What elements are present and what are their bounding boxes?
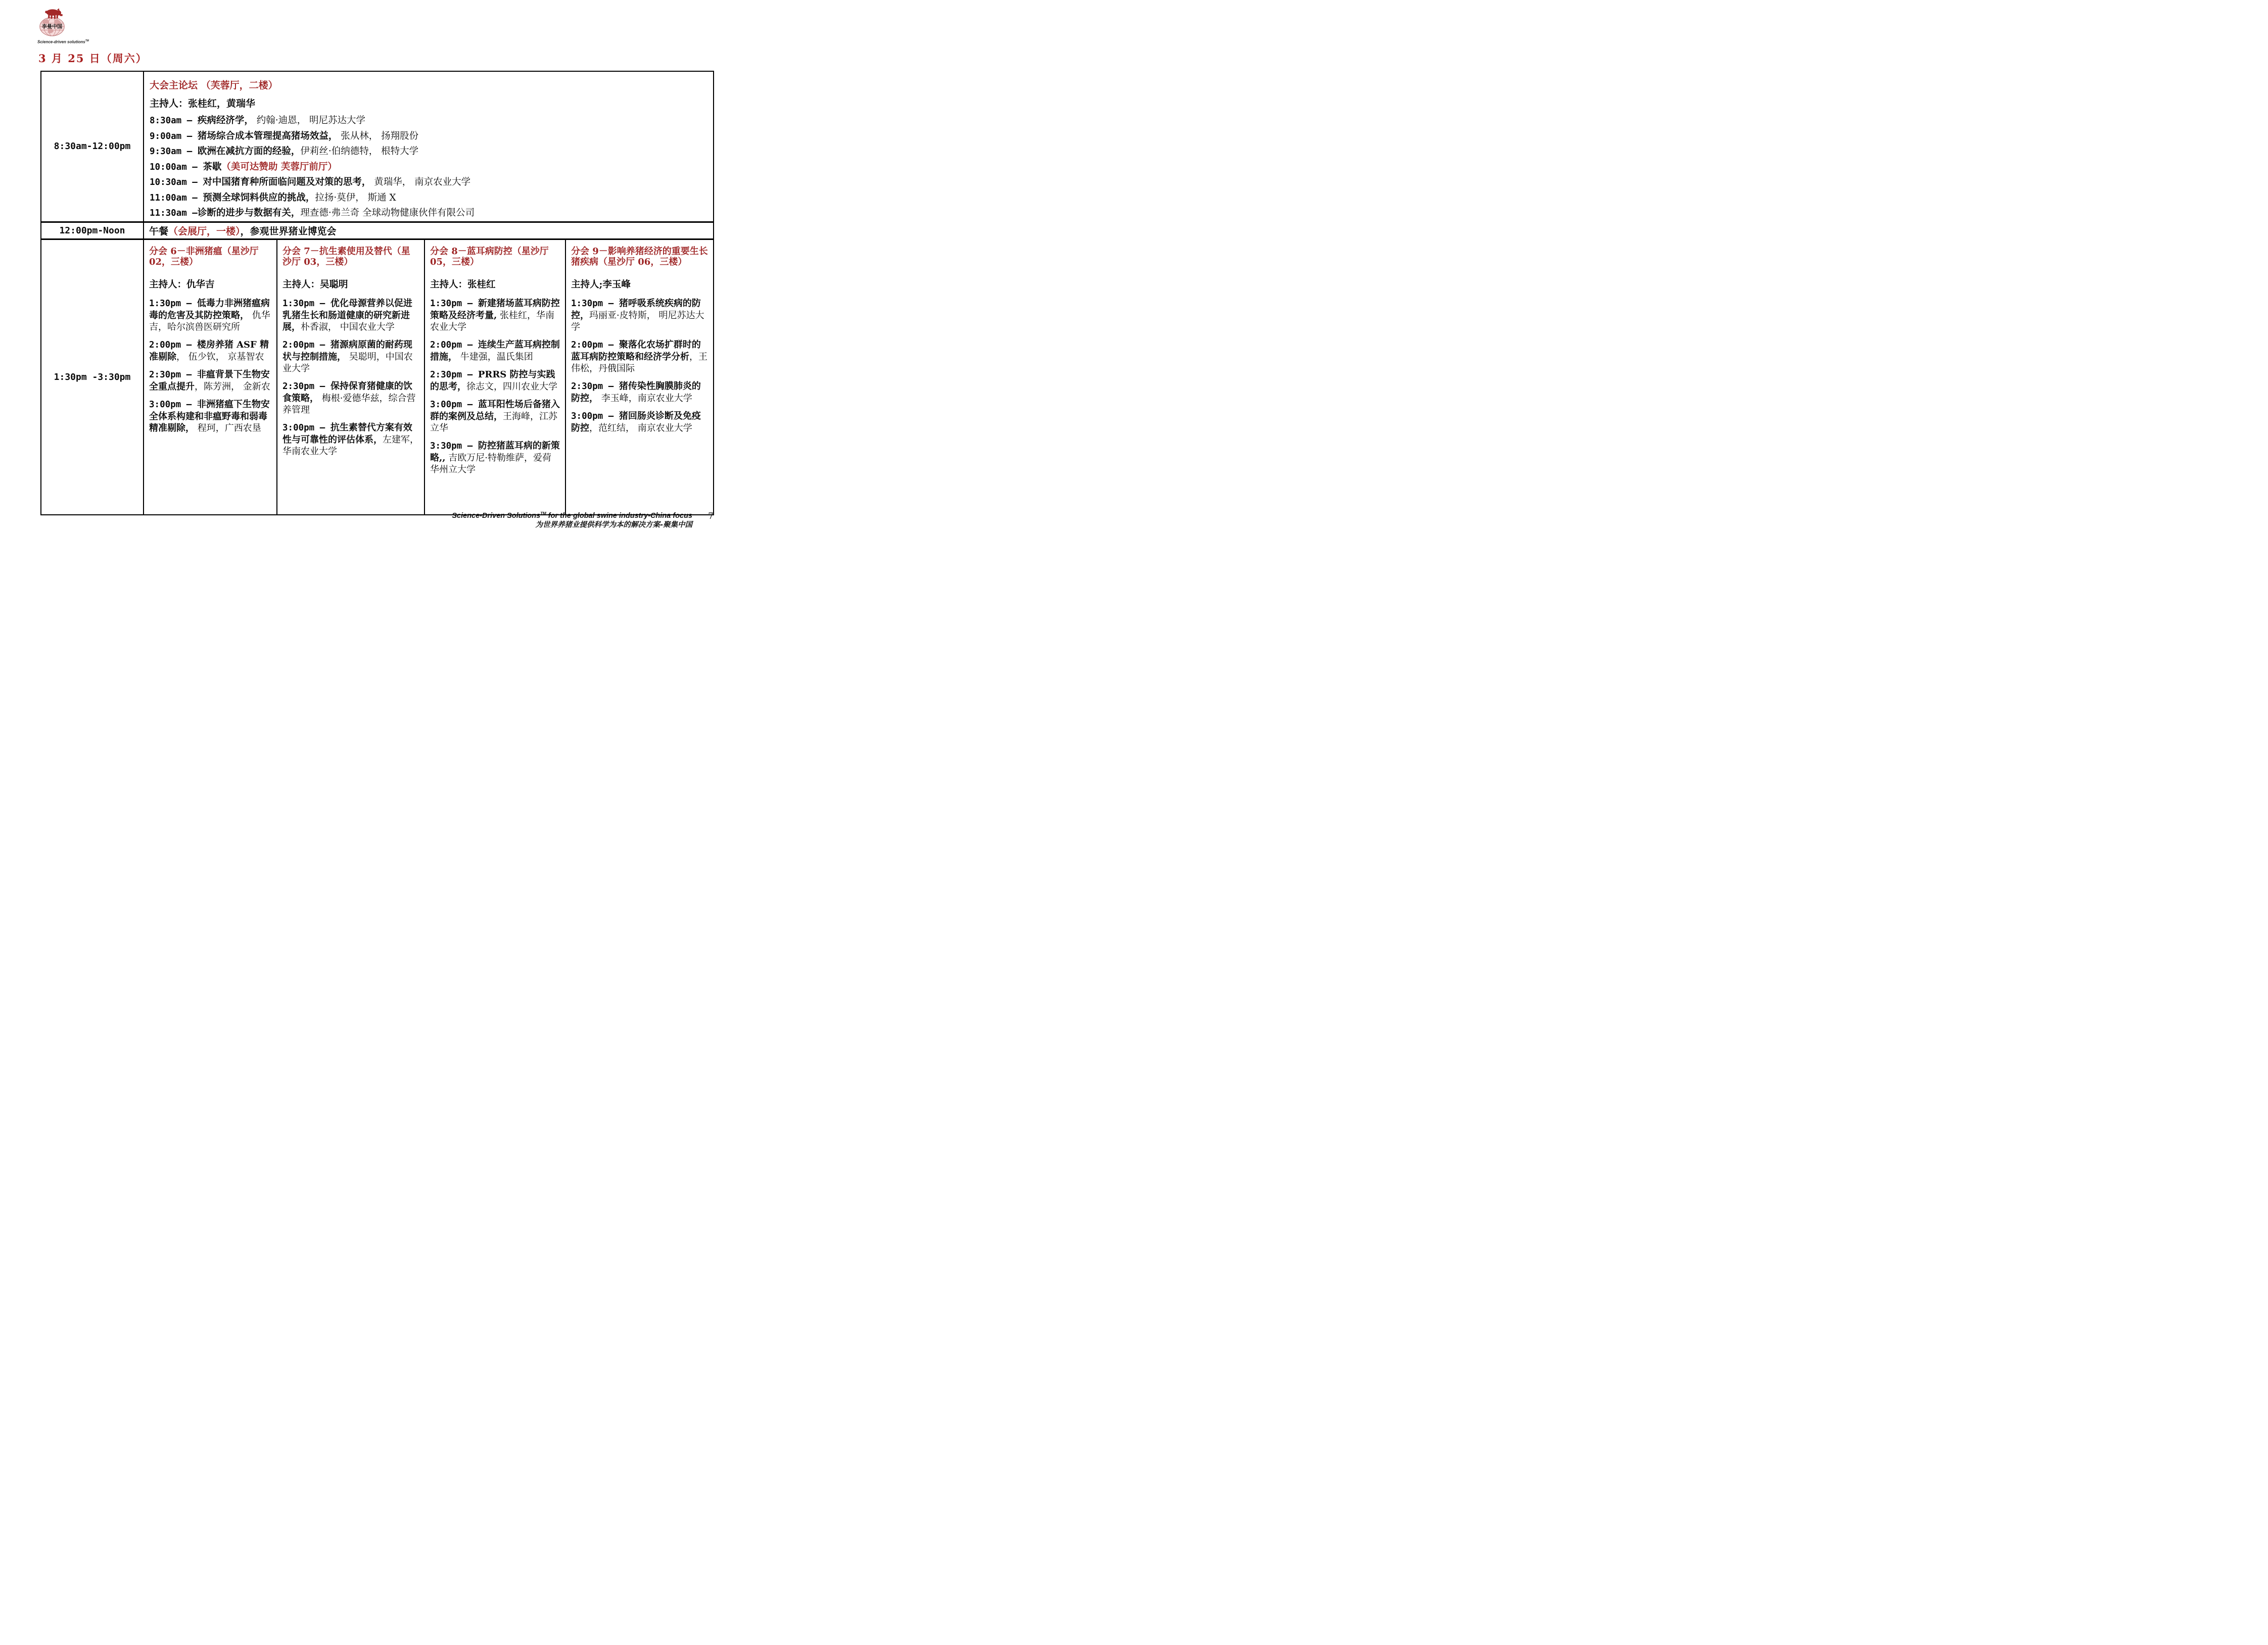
item-time: 3:00pm – <box>282 422 330 433</box>
agenda-speaker: 黄瑞华， 南京农业大学 <box>371 177 471 187</box>
item-title: 新建猪场蓝耳病防控策略及经济考量, <box>430 298 560 321</box>
item-time: 2:00pm – <box>571 340 619 350</box>
item-speaker: 牛建强，温氏集团 <box>457 351 533 362</box>
item-speaker: 徐志文，四川农业大学 <box>466 381 557 392</box>
item-time: 1:30pm – <box>430 298 478 309</box>
item-title: 猪源病原菌的耐药现状与控制措施， <box>282 339 412 362</box>
item-speaker: 程珂，广西农垦 <box>195 422 261 433</box>
logo-brand-text: 李曼中国 <box>41 24 63 30</box>
pig-globe-logo-icon <box>37 6 67 37</box>
item-speaker: 李玉峰，南京农业大学 <box>598 393 692 404</box>
item-time: 3:00pm – <box>571 411 619 421</box>
item-title: 聚落化农场扩群时的蓝耳病防控策略和经济学分析 <box>571 339 701 362</box>
lunch-location-red: （会展厅，一楼） <box>168 225 241 237</box>
logo-tagline-text: Science-driven solutions <box>37 39 85 44</box>
item-title: 猪回肠炎诊断及免疫防控 <box>571 410 701 433</box>
forum-moderator: 主持人：张桂红，黄瑞华 <box>150 98 256 109</box>
item-speaker: 左建军，华南农业大学 <box>282 434 419 457</box>
item-time: 2:30pm – <box>282 381 330 392</box>
agenda-item <box>150 144 706 160</box>
time-cell-lunch: 12:00pm-Noon <box>41 222 144 239</box>
session-item <box>430 440 560 475</box>
footer-line-cn: 为世界养猪业提供科学为本的解决方案-聚集中国 <box>535 520 692 529</box>
item-time: 2:30pm – <box>430 369 478 380</box>
item-speaker: ，王伟松，丹俄国际 <box>571 351 707 374</box>
agenda-speaker: 张从林， 扬翔股份 <box>338 130 419 141</box>
morning-forum-cell <box>144 71 714 222</box>
item-time: 3:00pm – <box>149 399 197 410</box>
lunch-extra: ，参观世界猪业博览会 <box>240 225 337 237</box>
item-title: 非瘟背景下生物安全重点提升 <box>149 369 270 392</box>
agenda-item <box>150 160 706 175</box>
item-time: 3:30pm – <box>430 441 478 451</box>
logo-tm-mark: TM <box>85 39 89 42</box>
agenda-speaker: 拉扬·莫伊， 斯通 X <box>315 192 396 203</box>
agenda-item <box>150 206 706 221</box>
item-title: 低毒力非洲猪瘟病毒的危害及其防控策略， <box>149 298 270 321</box>
item-title: 连续生产蓝耳病控制措施， <box>430 339 560 362</box>
schedule-table <box>40 71 714 515</box>
item-title: 防控猪蓝耳病的新策略,, <box>430 440 560 463</box>
lunch-label: 午餐 <box>149 225 169 237</box>
row-afternoon-sessions <box>41 239 714 515</box>
item-speaker: 吉欧万尼·特勒维萨，爱荷华州立大学 <box>430 452 551 475</box>
session-item <box>571 339 708 374</box>
footer-en-post: for the global swine industry-China focus <box>546 511 692 520</box>
item-speaker: 梅根·爱德华兹，综合营养管理 <box>282 393 416 415</box>
session-title: 分会 7－抗生素使用及替代（星沙厅 03，三楼） <box>282 246 410 267</box>
date-title: 3 月 25 日（周六） <box>38 52 148 65</box>
agenda-title: 猪场综合成本管理提高猪场效益， <box>197 130 338 141</box>
session-moderator: 主持人;李玉峰 <box>571 279 631 290</box>
item-title: 保持保育猪健康的饮食策略， <box>282 380 412 404</box>
session-item <box>282 380 419 416</box>
session-item <box>571 410 708 434</box>
session-moderator: 主持人：吴聪明 <box>282 279 348 290</box>
agenda-title: 茶歇 <box>203 161 222 172</box>
item-time: 2:30pm – <box>149 369 197 380</box>
session-8-cell <box>424 239 565 515</box>
item-title: 非洲猪瘟下生物安全体系构建和非瘟野毒和弱毒精准剔除， <box>149 399 270 433</box>
agenda-title: 对中国猪育种所面临问题及对策的思考， <box>203 177 371 187</box>
session-item <box>282 339 419 374</box>
agenda-title: 疾病经济学， <box>197 115 254 126</box>
item-speaker: 张桂红，华南农业大学 <box>430 310 555 332</box>
item-speaker: 仇华吉，哈尔滨兽医研究所 <box>149 310 270 332</box>
item-time: 1:30pm – <box>571 298 619 309</box>
time-cell-afternoon: 1:30pm -3:30pm <box>41 239 144 515</box>
item-time: 2:00pm – <box>282 340 330 350</box>
session-item <box>149 298 271 333</box>
session-7-cell <box>277 239 424 515</box>
session-item <box>282 422 419 457</box>
session-9-cell <box>565 239 714 515</box>
item-title: PRRS 防控与实践的思考， <box>430 369 555 392</box>
item-speaker: 玛丽亚·皮特斯， 明尼苏达大学 <box>571 310 704 332</box>
footer <box>452 509 692 529</box>
agenda-note-red: （美可达赞助 芙蓉厅前厅） <box>221 161 337 172</box>
agenda-time: 8:30am – <box>150 116 198 126</box>
agenda-speaker: 理查德·弗兰奇 全球动物健康伙伴有限公司 <box>300 208 475 218</box>
agenda-title: 欧洲在减抗方面的经验， <box>197 146 301 157</box>
item-time: 1:30pm – <box>149 298 197 309</box>
session-title: 分会 9－影响养猪经济的重要生长猪疾病（星沙厅 06，三楼） <box>571 246 708 267</box>
lunch-cell <box>144 222 714 239</box>
session-moderator: 主持人：张桂红 <box>430 279 496 290</box>
agenda-item <box>150 113 706 129</box>
agenda-time: 11:00am – <box>150 192 203 203</box>
session-title: 分会 6－非洲猪瘟（星沙厅 02，三楼） <box>149 246 259 267</box>
footer-tm-mark: TM <box>540 511 546 516</box>
session-item <box>430 298 560 333</box>
agenda-time: 11:30am – <box>150 208 198 218</box>
session-item <box>149 369 271 393</box>
agenda-time: 9:30am – <box>150 147 198 157</box>
row-lunch <box>41 222 714 239</box>
agenda-item <box>150 175 706 190</box>
session-6-cell <box>144 239 277 515</box>
document-page <box>0 0 756 548</box>
agenda-time: 9:00am – <box>150 131 198 141</box>
agenda-time: 10:30am – <box>150 177 203 187</box>
item-time: 2:00pm – <box>430 340 478 350</box>
item-speaker: ，范红结， 南京农业大学 <box>589 422 692 433</box>
forum-title: 大会主论坛 （芙蓉厅，二楼） <box>150 80 278 91</box>
session-item <box>149 399 271 434</box>
session-item <box>430 399 560 434</box>
item-speaker: 吴聪明，中国农业大学 <box>282 351 413 374</box>
session-item <box>149 339 271 363</box>
agenda-title: 诊断的进步与数据有关， <box>197 208 301 218</box>
item-title: 楼房养猪 ASF 精准剔除 <box>149 339 269 362</box>
agenda-item <box>150 129 706 144</box>
brand-logo <box>37 6 113 44</box>
session-item <box>430 339 560 363</box>
item-speaker: 王海峰，江苏立华 <box>430 411 557 433</box>
item-title: 猪传染性胸膜肺炎的防控， <box>571 380 701 404</box>
footer-en-pre: Science-Driven Solutions <box>452 511 541 520</box>
session-item <box>571 298 708 333</box>
time-cell-morning: 8:30am-12:00pm <box>41 71 144 222</box>
item-title: 抗生素替代方案有效性与可靠性的评估体系， <box>282 422 412 445</box>
agenda-speaker: 约翰·迪恩， 明尼苏达大学 <box>253 115 365 126</box>
item-speaker: 朴香淑， 中国农业大学 <box>301 321 395 332</box>
page-number: 7 <box>708 511 714 521</box>
item-time: 2:30pm – <box>571 381 619 392</box>
session-item <box>571 380 708 404</box>
session-item <box>282 298 419 333</box>
session-title: 分会 8－蓝耳病防控（星沙厅 05，三楼） <box>430 246 549 267</box>
item-time: 2:00pm – <box>149 340 197 350</box>
agenda-item <box>150 190 706 206</box>
session-item <box>430 369 560 393</box>
logo-tagline <box>37 39 113 44</box>
item-time: 3:00pm – <box>430 399 478 410</box>
row-morning-plenary <box>41 71 714 222</box>
item-title: 蓝耳阳性场后备猪入群的案例及总结， <box>430 399 560 422</box>
item-title: 猪呼吸系统疾病的防控， <box>571 298 701 321</box>
item-title: 优化母源营养以促进乳猪生长和肠道健康的研究新进展， <box>282 298 412 332</box>
footer-line-en <box>452 509 692 520</box>
agenda-speaker: 伊莉丝·伯纳德特， 根特大学 <box>300 146 419 157</box>
agenda-time: 10:00am – <box>150 162 203 172</box>
session-moderator: 主持人：仇华吉 <box>149 279 215 290</box>
item-speaker: ，陈芳洲， 金新农 <box>195 381 270 392</box>
agenda-title: 预测全球饲料供应的挑战， <box>203 192 315 203</box>
item-speaker: ， 伍少钦， 京基智农 <box>176 351 264 362</box>
item-time: 1:30pm – <box>282 298 330 309</box>
